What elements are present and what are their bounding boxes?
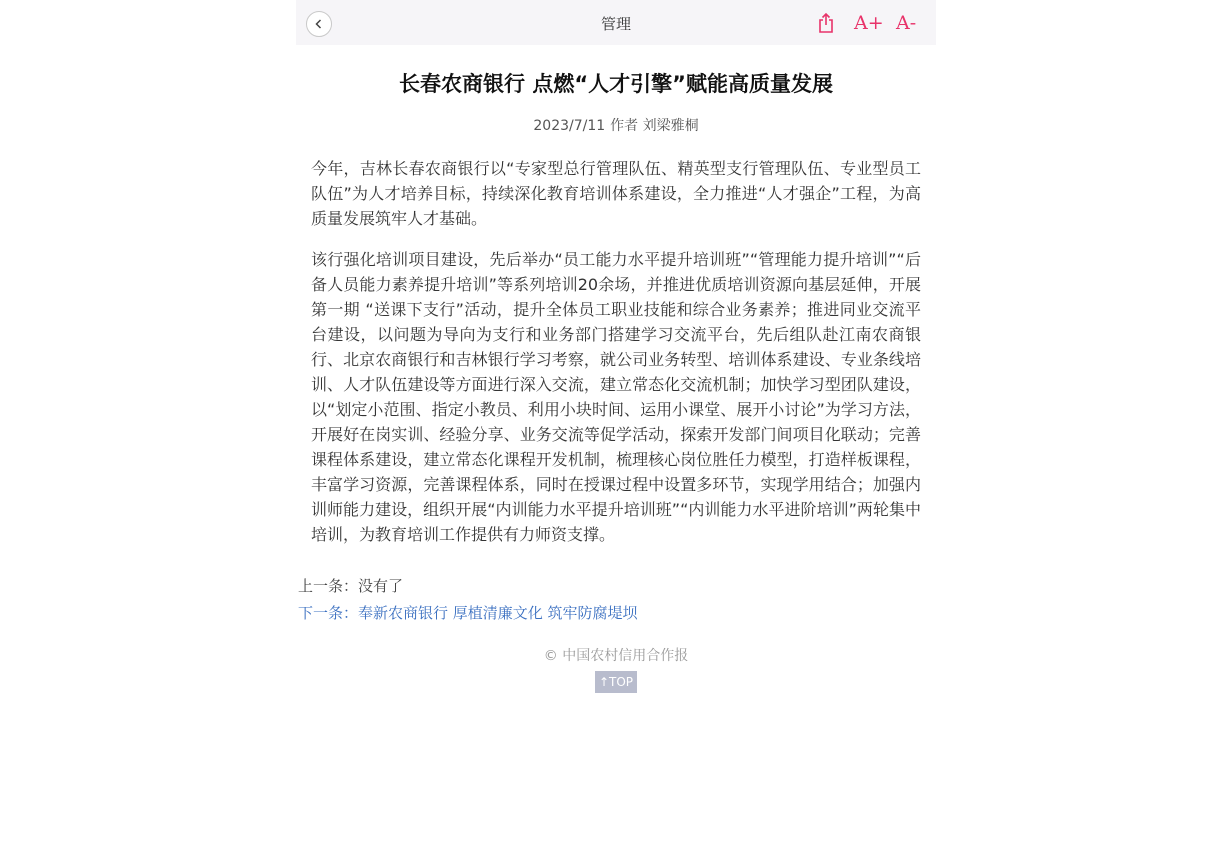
article-body bbox=[311, 156, 921, 547]
top-bar bbox=[296, 0, 936, 45]
share-button[interactable] bbox=[817, 12, 835, 34]
copyright: © 中国农村信用合作报 bbox=[543, 648, 689, 664]
article-title: 长春农商银行 点燃“人才引擎”赋能高质量发展 bbox=[399, 72, 833, 96]
article-meta bbox=[296, 117, 936, 135]
article-paragraph: 该行强化培训项目建设，先后举办“员工能力水平提升培训班”“管理能力提升培训”“后备人员能力素养提升培训”等系列培训20余场，并推进优质培训资源向基层延伸，开展第一期 “送课下支行”活动，提升全体员工职业技能和综合业务素养；推进同业交流平台建设，以问题为导向为支行和业务部门搭建学习交流平台，先后组队赴江南农商银行、北京农商银行和吉林银行学习考察，就公司业务转型、培训体系建设、专业条线培训、人才队伍建设等方面进行深入交流，建立常态化交流机制；加快学习型团队建设，以“划定小范围、指定小教员、利用小块时间、运用小课堂、展开小讨论”为学习方法，开展好在岗实训、经验分享、业务交流等促学活动，探索开发部门间项目化联动；完善课程体系建设，建立常态化课程开发机制，梳理核心岗位胜任力模型，打造样板课程，丰富学习资源，完善课程体系，同时在授课过程中设置多环节，实现学用结合；加强内训师能力建设，组织开展“内训能力水平提升培训班”“内训能力水平进阶培训”两轮集中培训，为教育培训工作提供有力师资支撑。 bbox=[311, 250, 921, 544]
prev-article-link: 上一条：没有了 bbox=[298, 577, 404, 595]
font-decrease-button[interactable]: A- bbox=[896, 12, 917, 34]
article-paragraph: 今年，吉林长春农商银行以“专家型总行管理队伍、精英型支行管理队伍、专业型员工队伍”为人才培养目标，持续深化教育培训体系建设，全力推进“人才强企”工程，为高质量发展筑牢人才基础。 bbox=[311, 159, 921, 228]
article-date: 2023/7/11 bbox=[533, 118, 606, 134]
page-title: 管理 bbox=[600, 15, 631, 33]
article-author: 作者 刘梁雅桐 bbox=[610, 118, 699, 134]
share-icon bbox=[817, 12, 835, 34]
article-navigation bbox=[298, 573, 936, 627]
article-page bbox=[296, 0, 936, 693]
font-increase-button[interactable]: A+ bbox=[854, 12, 884, 34]
back-to-top-button[interactable]: ↑TOP bbox=[595, 671, 637, 693]
next-article-link[interactable]: 下一条：奉新农商银行 厚植清廉文化 筑牢防腐堤坝 bbox=[298, 604, 638, 622]
